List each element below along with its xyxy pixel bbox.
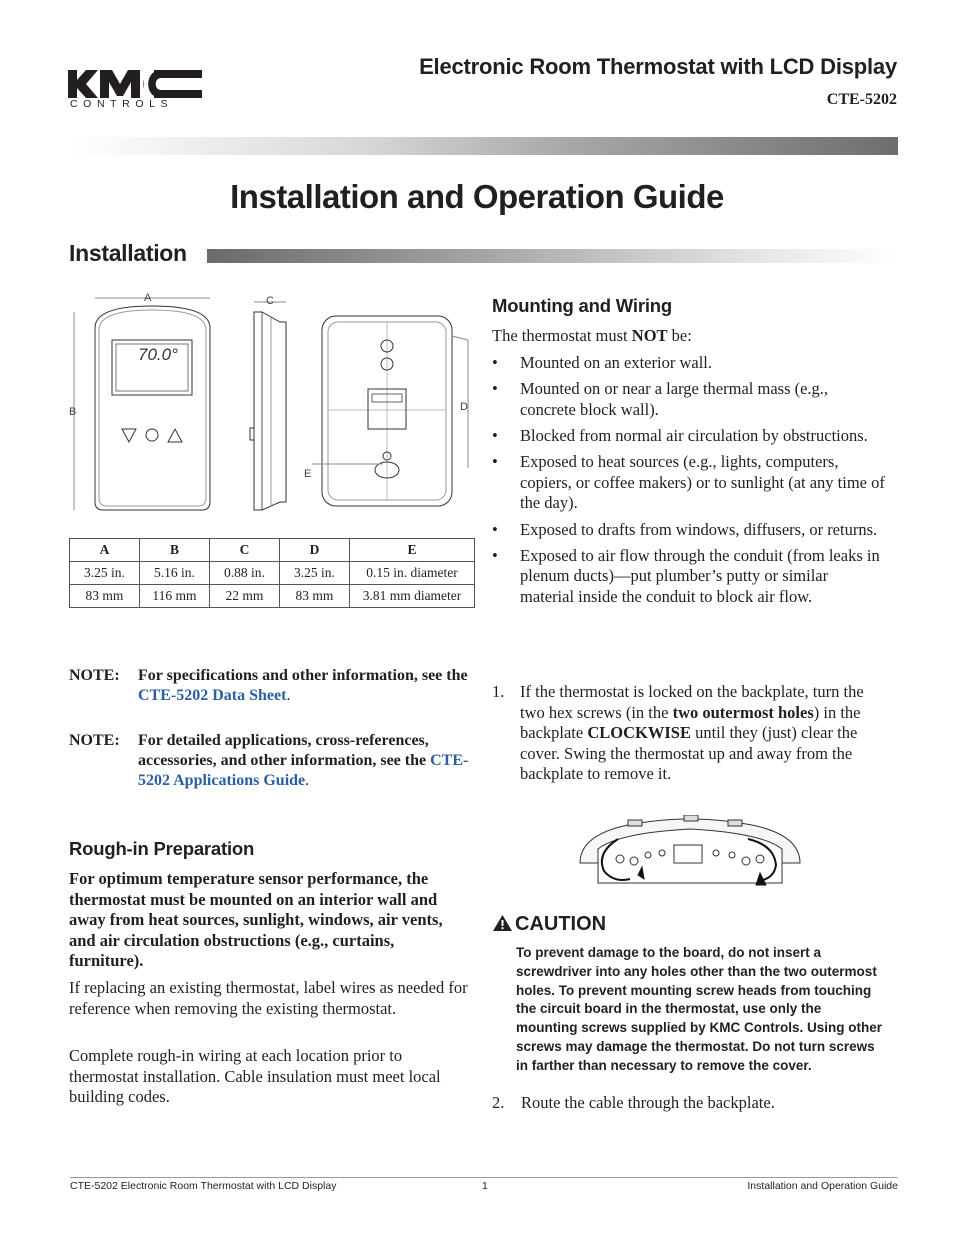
- note-applications-guide: [69, 731, 479, 793]
- step-2: [492, 1093, 892, 1114]
- warning-icon: [493, 915, 512, 931]
- table-cell: 83 mm: [280, 585, 350, 608]
- header-e: E: [350, 539, 475, 562]
- applications-guide-link[interactable]: CTE-5202 Applications Guide: [138, 752, 469, 789]
- table-cell: 3.81 mm diameter: [350, 585, 475, 608]
- page-title: Installation and Operation Guide: [230, 178, 724, 215]
- header-gradient-bar: [70, 137, 898, 155]
- document-title: Electronic Room Thermostat with LCD Display: [419, 54, 897, 79]
- table-header-row: [70, 539, 475, 562]
- list-item: • Mounted on an exterior wall.: [492, 353, 712, 372]
- step-text: Route the cable through the backplate.: [521, 1093, 775, 1112]
- footer-guide-name: Installation and Operation Guide: [747, 1180, 898, 1192]
- dim-label-b: B: [69, 406, 77, 418]
- step-text: If the thermostat is locked on the backplate, turn the two hex screws (in the two outermost holes) in the backplate CLOCKWISE until they (just) clear the cover. Swing the thermostat up and away from the backplate to remove it.: [520, 682, 864, 784]
- dim-label-d: D: [460, 401, 468, 413]
- rough-in-paragraph-1: If replacing an existing thermostat, label wires as needed for reference when removing the existing thermostat.: [69, 978, 468, 1018]
- list-item: • Blocked from normal air circulation by obstructions.: [492, 425, 868, 445]
- table-cell: 0.88 in.: [210, 562, 280, 585]
- lcd-reading: 70.0°: [138, 345, 178, 364]
- data-sheet-link[interactable]: CTE-5202 Data Sheet: [138, 687, 287, 704]
- table-cell: 3.25 in.: [70, 562, 140, 585]
- note-text: For specifications and other information, see the CTE-5202 Data Sheet.: [138, 667, 468, 704]
- caution-heading: [493, 913, 606, 936]
- header-a: A: [70, 539, 140, 562]
- logo-subtext: CONTROLS: [70, 98, 174, 110]
- section-title: Installation: [69, 240, 187, 266]
- mounting-restrictions-list: [492, 353, 892, 613]
- mounting-heading: Mounting and Wiring: [492, 295, 672, 316]
- header-c: C: [210, 539, 280, 562]
- hex-screw-figure: [578, 815, 802, 887]
- footer-rule: [70, 1177, 898, 1178]
- dim-label-a: A: [144, 292, 152, 304]
- table-cell: 3.25 in.: [280, 562, 350, 585]
- note-data-sheet: [69, 666, 479, 708]
- header-d: D: [280, 539, 350, 562]
- table-cell: 5.16 in.: [140, 562, 210, 585]
- kmc-logo: [68, 66, 208, 112]
- rough-in-bold-paragraph: For optimum temperature sensor performance, the thermostat must be mounted on an interior wall and away from heat sources, sunlight, windows, air vents, and air circulation obstructions (e.g., curtains, furniture).: [69, 869, 443, 971]
- rough-in-paragraph-2: Complete rough-in wiring at each location prior to thermostat installation. Cable insulation must meet local building codes.: [69, 1046, 441, 1107]
- table-cell: 22 mm: [210, 585, 280, 608]
- model-number: CTE-5202: [826, 91, 897, 108]
- step-number: 1.: [492, 682, 505, 701]
- header-b: B: [140, 539, 210, 562]
- list-item: • Exposed to drafts from windows, diffusers, or returns.: [492, 519, 878, 539]
- footer-document-name: CTE-5202 Electronic Room Thermostat with LCD Display: [70, 1180, 337, 1192]
- dim-label-c: C: [266, 295, 274, 307]
- mounting-intro: The thermostat must NOT be:: [492, 326, 692, 345]
- table-cell: 0.15 in. diameter: [350, 562, 475, 585]
- table-row: [70, 562, 475, 585]
- section-gradient-bar: [207, 249, 898, 263]
- caution-title: CAUTION: [515, 913, 607, 935]
- list-item: • Exposed to heat sources (e.g., lights, computers, copiers, or coffee makers) or to sunlight (at any time of the day).: [492, 452, 885, 513]
- page-number: 1: [482, 1180, 488, 1192]
- list-item: • Mounted on or near a large thermal mass (e.g., concrete block wall).: [492, 379, 829, 419]
- note-text: For detailed applications, cross-references, accessories, and other information, see the CTE-5202 Applications Guide.: [138, 732, 469, 789]
- dimension-diagram: [66, 288, 486, 520]
- dimensions-table: [69, 538, 475, 608]
- caution-text: To prevent damage to the board, do not insert a screwdriver into any holes other than the two outermost holes. To prevent mounting screw heads from touching the circuit board in the thermostat, use only the mounting screws supplied by KMC Controls. Using other screws may damage the thermostat. Do not turn screws in farther than necessary to remove the cover.: [516, 945, 883, 1073]
- step-number: 2.: [492, 1093, 505, 1112]
- table-row: [70, 585, 475, 608]
- rough-in-heading: Rough-in Preparation: [69, 838, 255, 859]
- table-cell: 116 mm: [140, 585, 210, 608]
- note-label: NOTE:: [69, 667, 120, 684]
- list-item: • Exposed to air flow through the conduit (from leaks in plenum ducts)—put plumber’s putty or similar material inside the conduit to block air flow.: [492, 545, 880, 606]
- dim-label-e: E: [304, 468, 312, 480]
- step-1: [492, 682, 892, 785]
- note-label: NOTE:: [69, 732, 120, 749]
- table-cell: 83 mm: [70, 585, 140, 608]
